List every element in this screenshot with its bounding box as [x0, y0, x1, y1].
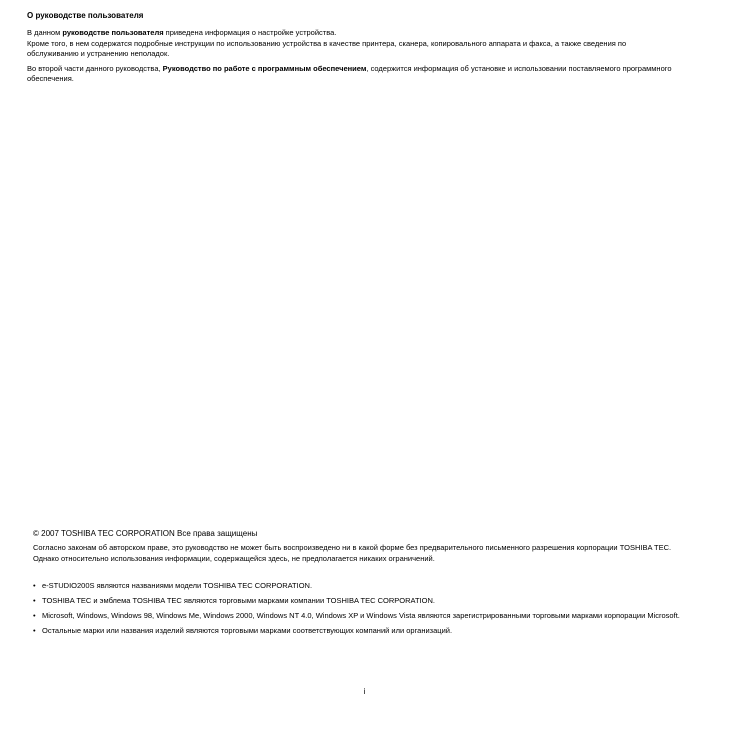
trademark-text: e-STUDIO200S являются названиями модели TOSHIBA TEC CORPORATION.: [42, 581, 313, 590]
intro-paragraph-2: Кроме того, в нем содержатся подробные инструкции по использованию устройства в качестве принтера, сканера, копировального аппарата и факса, а также сведения по обслуживанию и устранению неполадок.: [27, 38, 627, 58]
intro-paragraph-3: [27, 64, 677, 85]
trademark-text: Microsoft, Windows, Windows 98, Windows Me, Windows 2000, Windows NT 4.0, Windows XP и Windows Vista являются зарегистрированными торговыми марками корпорации Microsoft.: [42, 611, 680, 620]
intro-paragraph-1: [27, 28, 677, 39]
intro-section: [27, 10, 677, 85]
bullet-icon: •: [33, 581, 36, 590]
trademark-item: [33, 625, 683, 636]
intro-p1-prefix: В данном: [27, 28, 63, 37]
intro-p3-prefix: Во второй части данного руководства,: [27, 63, 163, 73]
trademark-item: [33, 580, 683, 591]
bullet-icon: •: [33, 596, 36, 605]
intro-p1-bold: руководстве пользователя: [62, 28, 164, 37]
trademark-list: [33, 580, 683, 636]
bullet-icon: •: [33, 611, 36, 620]
legal-section: [33, 528, 683, 640]
trademark-text: Остальные марки или названия изделий являются торговыми марками соответствующих компаний или организаций.: [42, 626, 453, 635]
intro-p3-suffix: , содержится информация об установке и использовании поставляемого программного обеспечения.: [27, 63, 672, 83]
copyright-notice: © 2007 TOSHIBA TEC CORPORATION Все права защищены: [33, 529, 258, 538]
intro-p3-bold: Руководство по работе с программным обеспечением: [162, 63, 367, 73]
trademark-text: TOSHIBA TEC и эмблема TOSHIBA TEC являются торговыми марками компании TOSHIBA TEC CORPORATION.: [42, 596, 435, 605]
trademark-item: [33, 595, 683, 606]
bullet-icon: •: [33, 626, 36, 635]
trademark-item: [33, 610, 683, 621]
legal-notice: Согласно законам об авторском праве, это руководство не может быть воспроизведено ни в какой форме без предварительного письменного разрешения корпорации TOSHIBA TEC. Однако относительно использования информации, содержащейся здесь, не предполагается никаких ограничений.: [33, 543, 672, 563]
page-number: i: [363, 687, 366, 696]
section-heading: О руководстве пользователя: [27, 11, 144, 20]
intro-p1-suffix: приведена информация о настройке устройства.: [163, 28, 337, 37]
